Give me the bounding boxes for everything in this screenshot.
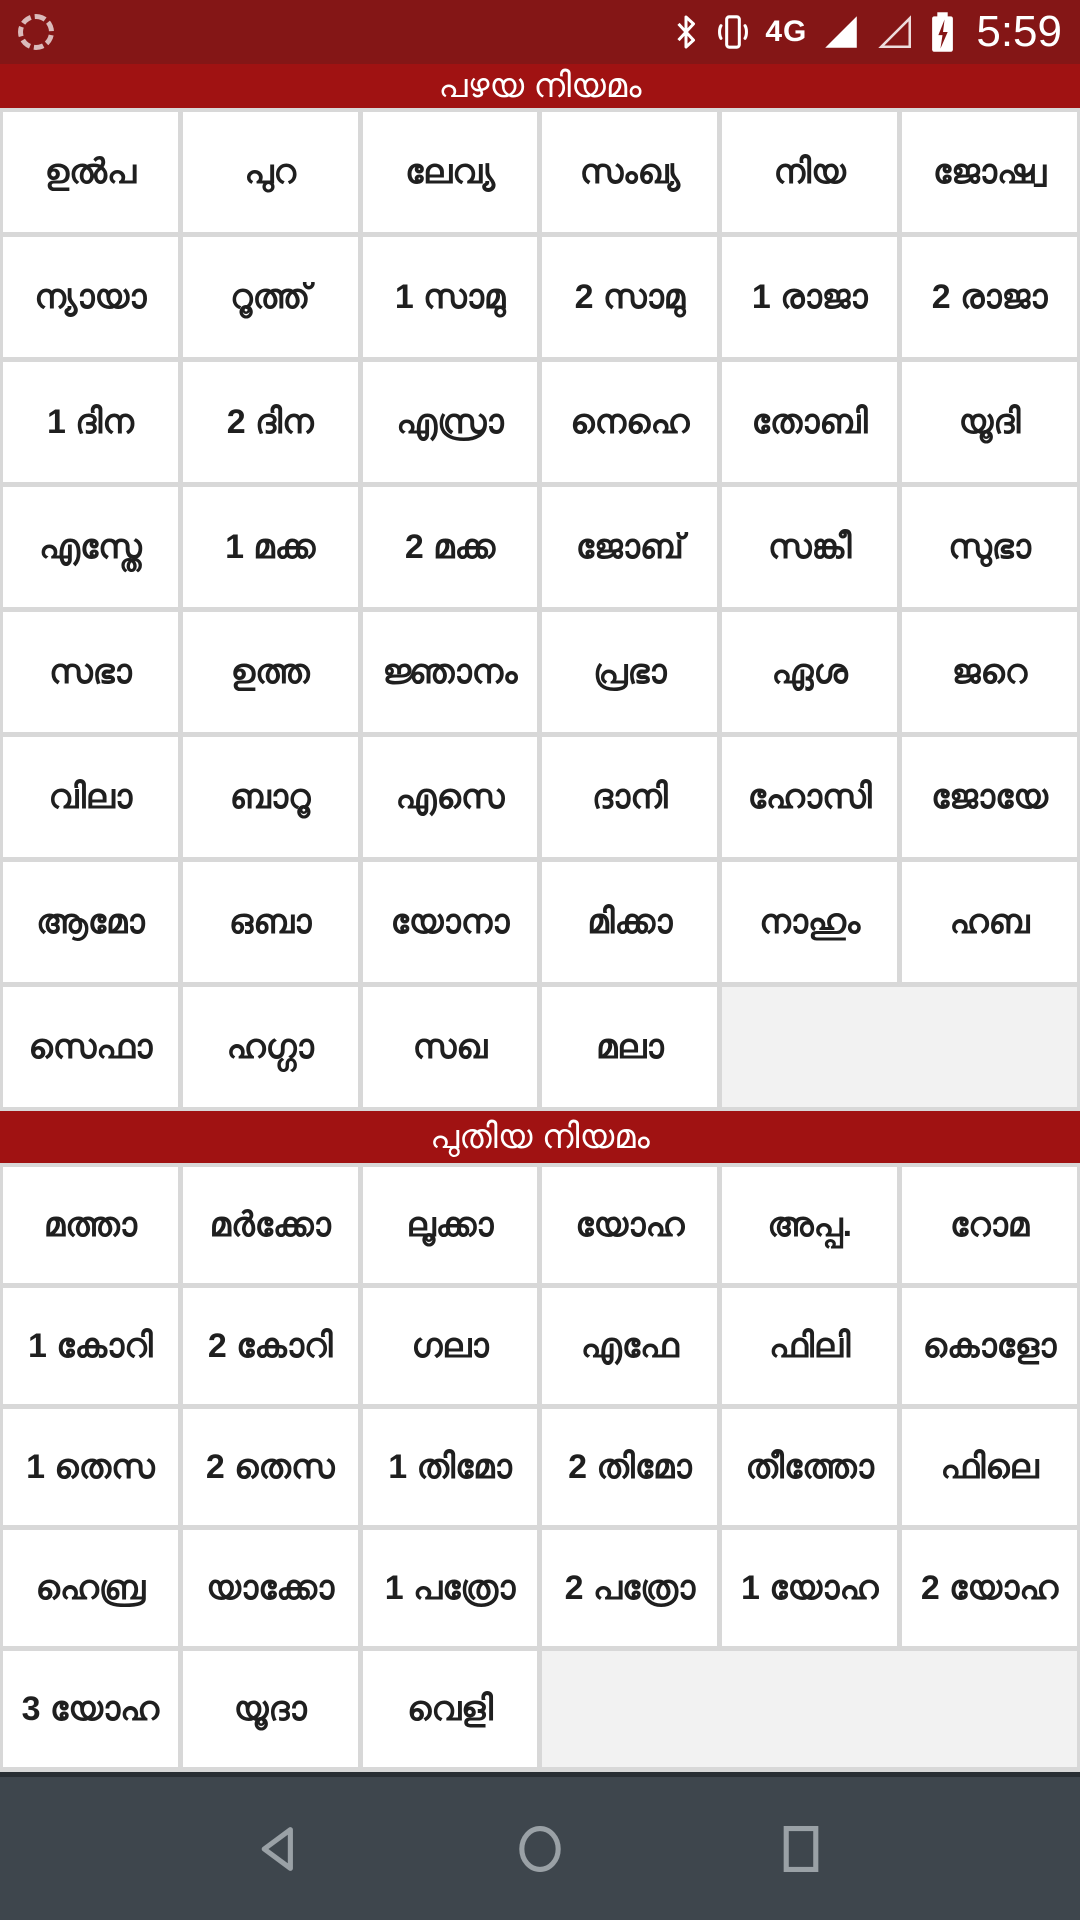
book-cell[interactable]: സഭാ	[3, 612, 178, 732]
back-triangle-icon	[256, 1824, 302, 1874]
book-cell[interactable]: ഹോസി	[722, 737, 897, 857]
book-cell[interactable]: ഹെബ്ര	[3, 1530, 178, 1646]
book-cell[interactable]: മർക്കോ	[183, 1167, 358, 1283]
book-cell[interactable]: പ്രഭാ	[542, 612, 717, 732]
book-cell[interactable]: 2 മക്ക	[363, 487, 538, 607]
book-cell[interactable]: നെഹെ	[542, 362, 717, 482]
book-cell[interactable]: ലൂക്കാ	[363, 1167, 538, 1283]
home-circle-icon	[515, 1824, 565, 1874]
book-cell[interactable]: 2 സാമു	[542, 237, 717, 357]
book-cell[interactable]: ഫിലി	[722, 1288, 897, 1404]
book-cell[interactable]: ജോയേ	[902, 737, 1077, 857]
new-testament-title: പുതിയ നിയമം	[430, 1117, 650, 1156]
battery-charging-icon	[929, 11, 956, 53]
book-cell[interactable]: 1 ദിന	[3, 362, 178, 482]
empty-grid-filler	[542, 1651, 1077, 1767]
book-cell[interactable]: ജോബ്	[542, 487, 717, 607]
bluetooth-icon	[671, 13, 701, 51]
book-cell[interactable]: തീത്തോ	[722, 1409, 897, 1525]
new-testament-grid	[0, 1163, 1080, 1772]
book-cell[interactable]: 1 പത്രോ	[363, 1530, 538, 1646]
book-cell[interactable]: ജ്ഞാനം	[363, 612, 538, 732]
book-cell[interactable]: ഏശ	[722, 612, 897, 732]
book-cell[interactable]: എസ്രാ	[363, 362, 538, 482]
recents-square-icon	[778, 1824, 824, 1874]
book-cell[interactable]: എഫേ	[542, 1288, 717, 1404]
book-cell[interactable]: 2 ദിന	[183, 362, 358, 482]
book-cell[interactable]: നിയ	[722, 112, 897, 232]
book-cell[interactable]: ഹബ	[902, 862, 1077, 982]
book-cell[interactable]: ന്യായാ	[3, 237, 178, 357]
book-cell[interactable]: കൊളോ	[902, 1288, 1077, 1404]
book-cell[interactable]: സങ്കീ	[722, 487, 897, 607]
book-cell[interactable]: ദാനി	[542, 737, 717, 857]
book-cell[interactable]: അപ്പ.	[722, 1167, 897, 1283]
book-cell[interactable]: ലേവ്യ	[363, 112, 538, 232]
old-testament-grid	[0, 108, 1080, 1111]
book-cell[interactable]: 2 യോഹ	[902, 1530, 1077, 1646]
book-cell[interactable]: നാഹും	[722, 862, 897, 982]
old-testament-header	[0, 64, 1080, 108]
status-bar	[0, 0, 1080, 64]
book-cell[interactable]: 2 കോറി	[183, 1288, 358, 1404]
book-cell[interactable]: 1 തെസ	[3, 1409, 178, 1525]
book-cell[interactable]: ഹഗ്ഗാ	[183, 987, 358, 1107]
book-cell[interactable]: ഗലാ	[363, 1288, 538, 1404]
book-cell[interactable]: മത്താ	[3, 1167, 178, 1283]
book-cell[interactable]: സംഖ്യ	[542, 112, 717, 232]
navigation-bar	[0, 1772, 1080, 1920]
back-button[interactable]	[246, 1814, 312, 1884]
book-cell[interactable]: സഖ	[363, 987, 538, 1107]
book-cell[interactable]: എസെ	[363, 737, 538, 857]
book-cell[interactable]: തോബി	[722, 362, 897, 482]
book-cell[interactable]: 1 കോറി	[3, 1288, 178, 1404]
clock: 5:59	[976, 7, 1062, 56]
book-cell[interactable]: 1 തിമോ	[363, 1409, 538, 1525]
book-cell[interactable]: ഫിലെ	[902, 1409, 1077, 1525]
book-cell[interactable]: 1 മക്ക	[183, 487, 358, 607]
book-cell[interactable]: 2 പത്രോ	[542, 1530, 717, 1646]
new-testament-header	[0, 1111, 1080, 1163]
book-cell[interactable]: യൂദി	[902, 362, 1077, 482]
old-testament-title: പഴയ നിയമം	[438, 66, 642, 105]
book-cell[interactable]: ജോഷ്വ	[902, 112, 1077, 232]
book-cell[interactable]: 2 രാജാ	[902, 237, 1077, 357]
book-cell[interactable]: ആമോ	[3, 862, 178, 982]
status-icons	[671, 7, 1062, 57]
recents-button[interactable]	[768, 1814, 834, 1884]
book-cell[interactable]: 1 രാജാ	[722, 237, 897, 357]
book-cell[interactable]: വിലാ	[3, 737, 178, 857]
book-cell[interactable]: ഉൽപ	[3, 112, 178, 232]
book-cell[interactable]: 1 യോഹ	[722, 1530, 897, 1646]
book-cell[interactable]: ബാറൂ	[183, 737, 358, 857]
book-cell[interactable]: മലാ	[542, 987, 717, 1107]
book-cell[interactable]: സെഫാ	[3, 987, 178, 1107]
book-cell[interactable]: റൂത്ത്	[183, 237, 358, 357]
book-cell[interactable]: എസ്തേ	[3, 487, 178, 607]
book-cell[interactable]: യൂദാ	[183, 1651, 358, 1767]
book-cell[interactable]: യാക്കോ	[183, 1530, 358, 1646]
book-cell[interactable]: 2 തെസ	[183, 1409, 358, 1525]
book-cell[interactable]: സുഭാ	[902, 487, 1077, 607]
network-type-label: 4G	[765, 15, 808, 48]
book-cell[interactable]: യോഹ	[542, 1167, 717, 1283]
book-cell[interactable]: ഉത്ത	[183, 612, 358, 732]
signal-strength-icon	[821, 12, 861, 52]
vibrate-icon	[715, 13, 751, 51]
notification-spinner-icon	[18, 14, 54, 50]
book-cell[interactable]: മിക്കാ	[542, 862, 717, 982]
book-cell[interactable]: വെളി	[363, 1651, 538, 1767]
book-cell[interactable]: പുറ	[183, 112, 358, 232]
signal-empty-icon	[875, 12, 915, 52]
book-cell[interactable]: റോമ	[902, 1167, 1077, 1283]
book-cell[interactable]: 3 യോഹ	[3, 1651, 178, 1767]
book-cell[interactable]: യോനാ	[363, 862, 538, 982]
empty-grid-filler	[722, 987, 1077, 1107]
home-button[interactable]	[505, 1814, 575, 1884]
book-cell[interactable]: 2 തിമോ	[542, 1409, 717, 1525]
book-cell[interactable]: 1 സാമു	[363, 237, 538, 357]
book-cell[interactable]: ഒബാ	[183, 862, 358, 982]
book-cell[interactable]: ജറെ	[902, 612, 1077, 732]
